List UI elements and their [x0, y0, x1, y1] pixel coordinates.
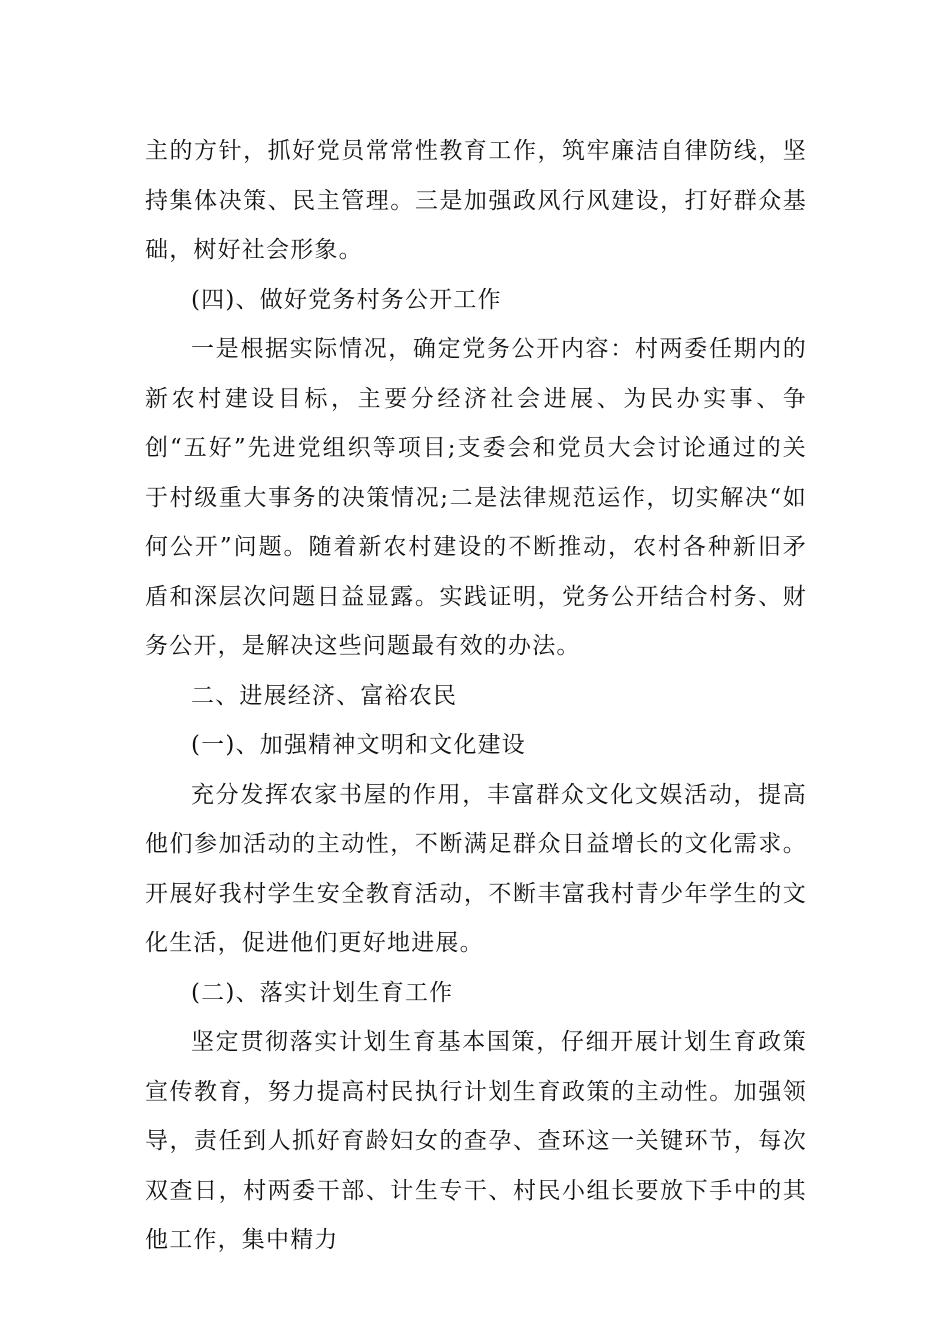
paragraph-family-planning: 坚定贯彻落实计划生育基本国策，仔细开展计划生育政策宣传教育，努力提高村民执行计划生育政策的主动性。加强领导，责任到人抓好育龄妇女的查孕、查环这一关键环节，每次双查日，村两委干部、计生专干、村民小组长要放下手中的其他工作，集中精力 [145, 1029, 807, 1253]
paragraph-continuation: 主的方针，抓好党员常常性教育工作，筑牢廉洁自律防线，坚持集体决策、民主管理。三是加强政风行风建设，打好群众基础，树好社会形象。 [145, 138, 807, 263]
heading-family-planning: (二)、落实计划生育工作 [191, 979, 454, 1006]
document-page [145, 127, 807, 1266]
heading-party-affairs-disclosure: (四)、做好党务村务公开工作 [191, 286, 502, 313]
heading-culture-construction: (一)、加强精神文明和文化建设 [191, 732, 526, 758]
paragraph-disclosure-content: 一是根据实际情况，确定党务公开内容：村两委任期内的新农村建设目标，主要分经济社会进展、为民办实事、争创“五好”先进党组织等项目;支委会和党员大会讨论通过的关于村级重大事务的决策情况;二是法律规范运作，切实解决“如何公开”问题。随着新农村建设的不断推动，农村各种新旧矛盾和深层次问题日益显露。实践证明，党务公开结合村务、财务公开，是解决这些问题最有效的办法。 [145, 336, 807, 659]
heading-economy-development: 二、进展经济、富裕农民 [191, 682, 458, 709]
paragraph-culture: 充分发挥农家书屋的作用，丰富群众文化文娱活动，提高他们参加活动的主动性，不断满足群众日益增长的文化需求。开展好我村学生安全教育活动，不断丰富我村青少年学生的文化生活，促进他们更好地进展。 [145, 781, 807, 956]
